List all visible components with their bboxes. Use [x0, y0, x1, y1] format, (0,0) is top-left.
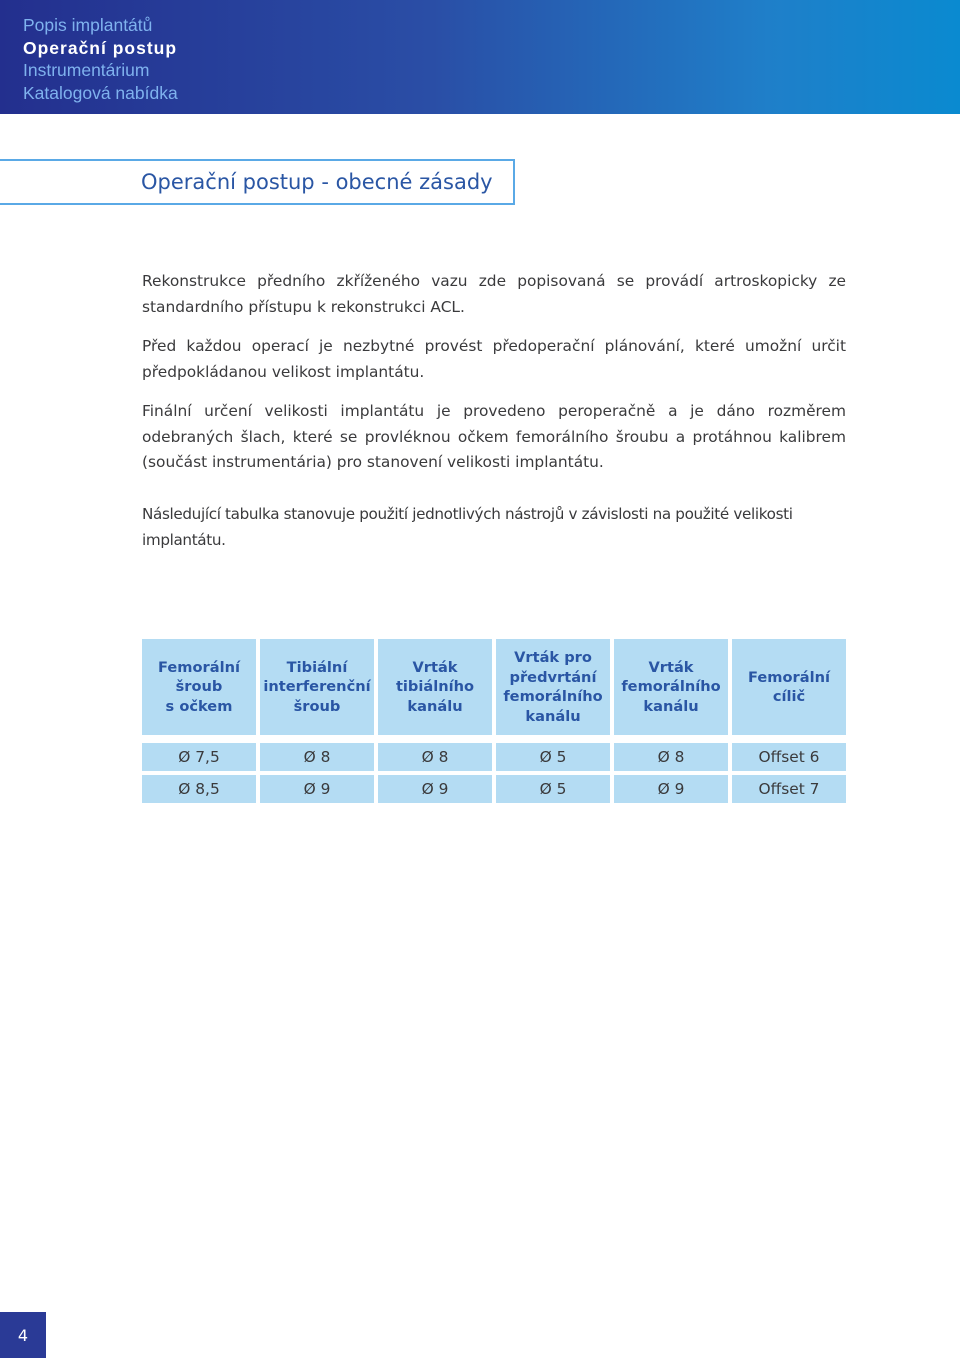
header-banner — [0, 0, 960, 114]
table-header-cell: Vrták tibiálního kanálu — [378, 639, 492, 735]
table-cell: Ø 9 — [378, 775, 492, 803]
section-title: Operační postup - obecné zásady — [141, 170, 493, 194]
table-cell: Ø 5 — [496, 743, 610, 771]
table-header-cell: Femorální šroub s očkem — [142, 639, 256, 735]
table-header-cell: Femorální cílič — [732, 639, 846, 735]
table-cell: Ø 9 — [614, 775, 728, 803]
page-number: 4 — [0, 1312, 46, 1358]
paragraph-planning: Před každou operací je nezbytné provést předoperační plánování, které umožní určit předpokládanou velikost implantátu. — [142, 337, 846, 381]
table-cell: Ø 8 — [614, 743, 728, 771]
paragraph-intro: Rekonstrukce předního zkříženého vazu zde popisovaná se provádí artroskopicky ze standardního přístupu k rekonstrukci ACL. — [142, 272, 846, 316]
table-cell: Ø 8 — [378, 743, 492, 771]
section-heading-box — [0, 159, 515, 205]
table-cell: Offset 6 — [732, 743, 846, 771]
table-header-cell: Tibiální interferenční šroub — [260, 639, 374, 735]
nav-item-popis-implantatu[interactable]: Popis implantátů — [23, 15, 153, 35]
instrument-size-table — [142, 639, 846, 803]
nav-item-katalogova-nabidka[interactable]: Katalogová nabídka — [23, 82, 178, 103]
table-cell: Ø 5 — [496, 775, 610, 803]
table-cell: Ø 9 — [260, 775, 374, 803]
table-row-spacer — [142, 735, 846, 743]
table-cell: Offset 7 — [732, 775, 846, 803]
table-cell: Ø 8,5 — [142, 775, 256, 803]
chapter-nav — [23, 14, 178, 104]
table-header-cell: Vrták femorálního kanálu — [614, 639, 728, 735]
table-cell: Ø 8 — [260, 743, 374, 771]
paragraph-final-sizing: Finální určení velikosti implantátu je provedeno peroperačně a je dáno rozměrem odebraných šlach, které se provléknou očkem femorálního šroubu a protáhnou kalibrem (součást instrumentária) pro stanovení velikosti implantátu. — [142, 402, 846, 471]
table-cell: Ø 7,5 — [142, 743, 256, 771]
nav-item-operacni-postup[interactable]: Operační postup — [23, 37, 178, 58]
paragraph-table-intro: Následující tabulka stanovuje použití jednotlivých nástrojů v závislosti na použité velikosti implantátu. — [142, 505, 793, 549]
nav-item-instrumentarium[interactable]: Instrumentárium — [23, 60, 150, 80]
table-header-cell: Vrták pro předvrtání femorálního kanálu — [496, 639, 610, 735]
